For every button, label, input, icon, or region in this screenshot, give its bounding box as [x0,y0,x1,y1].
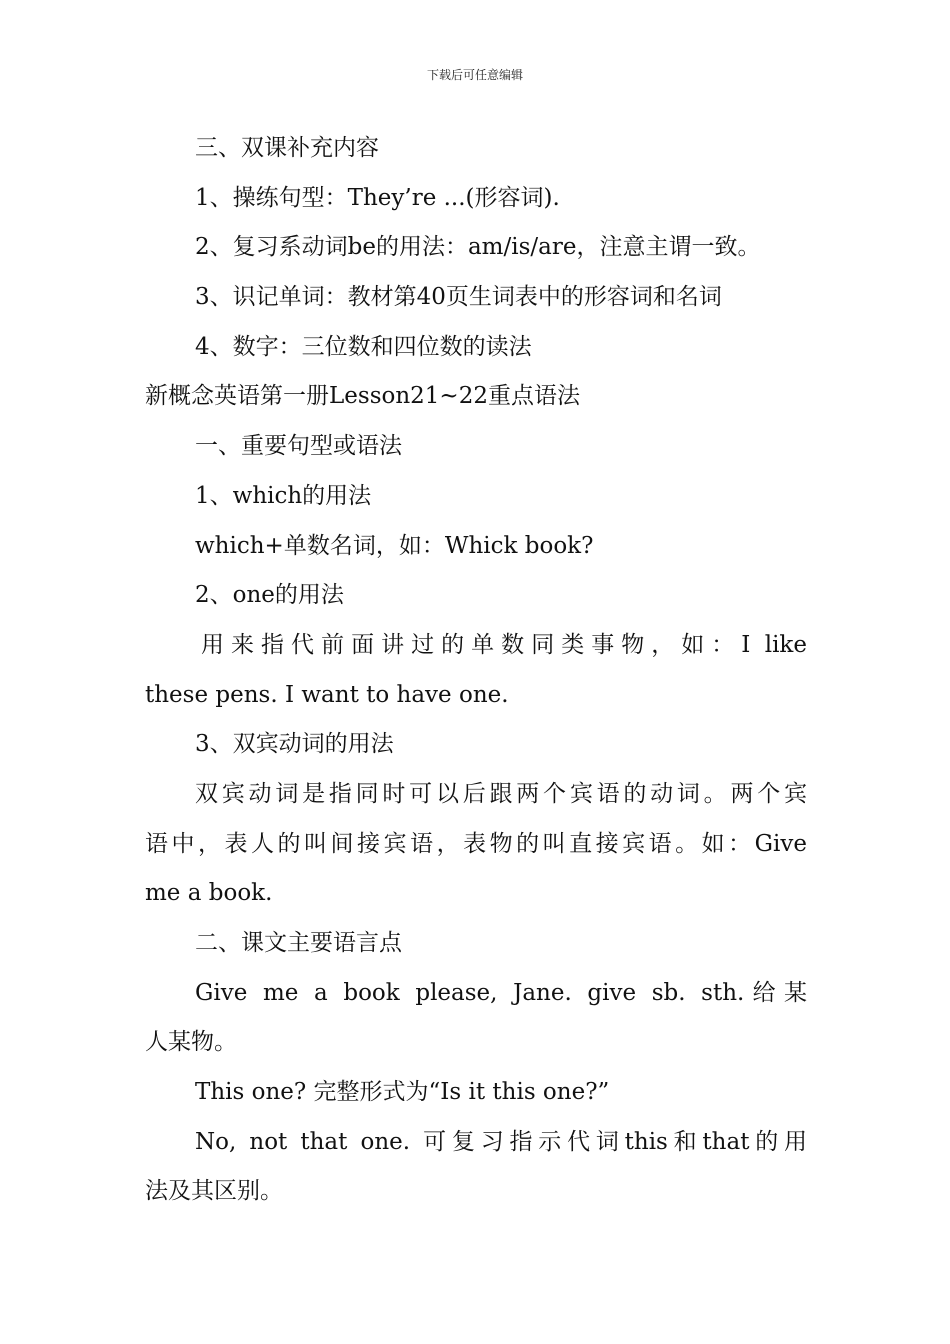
subsection-heading: 1、which的用法 [195,482,372,509]
subsection-heading: 3、双宾动词的用法 [195,731,394,758]
paragraph-continuation: 法及其区别。 [145,1178,283,1205]
section-heading: 二、课文主要语言点 [195,930,402,956]
page-header: 下载后可任意编辑 [426,68,523,82]
paragraph-continuation: 人某物。 [145,1029,237,1056]
paragraph-continuation: these pens. I want to have one. [145,681,509,708]
paragraph: which+单数名词，如：Whick book? [195,532,594,559]
paragraph-continuation: me a book. [145,880,273,907]
paragraph: 2、复习系动词be的用法：am/is/are，注意主谓一致。 [195,234,761,261]
paragraph: Give me a book please, Jane. give sb. sth.给某 [195,979,807,1006]
paragraph: No, not that one. 可复习指示代词this和that的用 [195,1128,807,1155]
section-heading: 三、双课补充内容 [195,135,379,161]
paragraph-continuation: 语中，表人的叫间接宾语，表物的叫直接宾语。如：Give [145,830,807,857]
paragraph: 3、识记单词：教材第40页生词表中的形容词和名词 [195,284,722,311]
paragraph: 用来指代前面讲过的单数同类事物，如：I like [201,631,807,658]
paragraph: This one? 完整形式为“Is it this one?” [195,1079,610,1106]
section-heading: 一、重要句型或语法 [195,433,402,460]
document-body [145,124,807,1217]
document-title: 新概念英语第一册Lesson21~22重点语法 [145,383,580,410]
subsection-heading: 2、one的用法 [195,582,344,609]
paragraph: 4、数字：三位数和四位数的读法 [195,333,532,360]
paragraph: 双宾动词是指同时可以后跟两个宾语的动词。两个宾 [195,780,807,807]
paragraph: 1、操练句型：They’re ...(形容词). [195,184,560,211]
